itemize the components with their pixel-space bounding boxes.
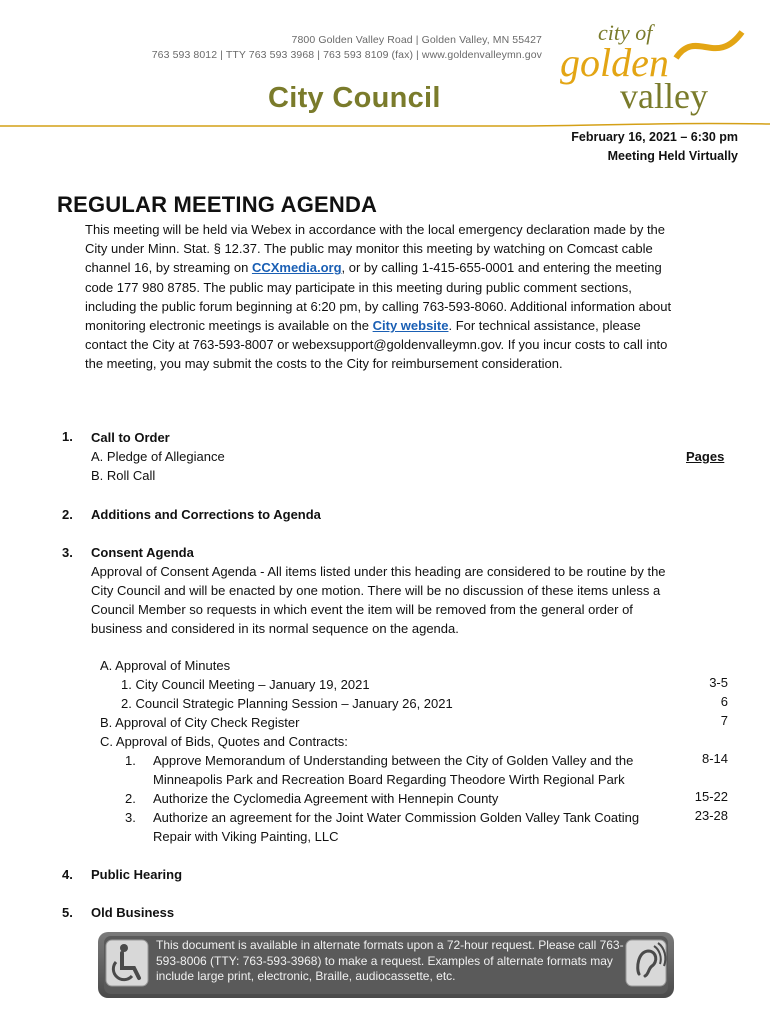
ccxmedia-link[interactable]: CCXmedia.org — [251, 260, 342, 276]
item-3a2: 2. Council Strategic Planning Session – January 26, 2021 — [121, 696, 453, 711]
item-3c1-pages: 8-14 — [701, 751, 728, 766]
meeting-location: Meeting Held Virtually — [607, 149, 738, 163]
pages-column-header: Pages — [686, 449, 725, 464]
logo-swoosh — [676, 32, 742, 58]
accessibility-notice-text: This document is available in alternate formats upon a 72-hour request. Please call 763-593-8006 (TTY: 763-593-3968) to make a request. Examples of alternate formats may include large print, electronic, Braille, audiocassette, etc. — [156, 938, 624, 983]
item-3c1-number: 1. — [125, 753, 136, 768]
city-website-link[interactable]: City website — [372, 318, 449, 334]
meeting-date: February 16, 2021 – 6:30 pm — [571, 130, 738, 144]
intro-text-3: . For technical assistance, please contact the City at 763-593-8007 or webexsupport@goldenvalleymn.gov. If you incur costs to call into the meeting, you may submit the costs to the City for reimbursement consideration. — [85, 318, 668, 372]
item-5-number: 5. — [62, 905, 73, 920]
item-1a: A. Pledge of Allegiance — [91, 449, 225, 464]
item-3c3-line2: Repair with Viking Painting, LLC — [153, 829, 339, 844]
page-title: City Council — [268, 82, 441, 114]
item-3a1-pages: 3-5 — [709, 675, 728, 690]
logo-valley: valley — [620, 76, 708, 116]
item-2-title: Additions and Corrections to Agenda — [91, 507, 321, 522]
intro-text-1: This meeting will be held via Webex in accordance with the local emergency declaration made by the City under Minn. Stat. § 12.37. The public may monitor this meeting by watching on Comcast cable channel 16, by streaming on — [85, 222, 666, 276]
item-2-number: 2. — [62, 507, 73, 522]
item-3a1: 1. City Council Meeting – January 19, 2021 — [121, 677, 370, 692]
item-3b: B. Approval of City Check Register — [100, 715, 300, 730]
item-3-title: Consent Agenda — [91, 545, 194, 560]
item-4-number: 4. — [62, 867, 73, 882]
item-1-number: 1. — [62, 429, 73, 444]
item-3c2-pages: 15-22 — [694, 789, 728, 804]
wheelchair-icon — [104, 938, 150, 988]
hearing-assist-icon — [624, 938, 668, 988]
header-address — [152, 33, 542, 63]
item-3c2: Authorize the Cyclomedia Agreement with Hennepin County — [153, 791, 499, 806]
intro-paragraph — [85, 220, 685, 374]
logo-golden: golden — [560, 40, 669, 85]
address-line-2: 763 593 8012 | TTY 763 593 3968 | 763 593 8109 (fax) | www.goldenvalleymn.gov — [151, 49, 542, 61]
item-3c1-line1: Approve Memorandum of Understanding between the City of Golden Valley and the — [153, 753, 634, 768]
item-3c3-line1: Authorize an agreement for the Joint Water Commission Golden Valley Tank Coating — [153, 810, 640, 825]
item-3b-pages: 7 — [720, 713, 728, 728]
item-3-description: Approval of Consent Agenda - All items listed under this heading are considered to be routine by the City Council and will be enacted by one motion. There will be no discussion of these items unless a Council Member so requests in which event the item will be removed from the general order of business and considered in its normal sequence on the agenda. — [91, 564, 666, 636]
item-3c: C. Approval of Bids, Quotes and Contracts: — [100, 734, 348, 749]
item-1b: B. Roll Call — [91, 468, 156, 483]
agenda-heading: REGULAR MEETING AGENDA — [57, 192, 378, 217]
item-3c3-pages: 23-28 — [694, 808, 728, 823]
item-3c3-number: 3. — [125, 810, 136, 825]
item-3a: A. Approval of Minutes — [100, 658, 231, 673]
item-3-number: 3. — [62, 545, 73, 560]
city-of-golden-valley-logo — [556, 18, 746, 118]
item-4-title: Public Hearing — [91, 867, 183, 882]
item-5-title: Old Business — [91, 905, 175, 920]
logo-city-of: city of — [598, 20, 653, 45]
address-line-1: 7800 Golden Valley Road | Golden Valley, MN 55427 — [291, 34, 542, 46]
item-3c2-number: 2. — [125, 791, 136, 806]
intro-text-2: , or by calling 1-415-655-0001 and entering the meeting code 177 980 8785. The public may participate in this meeting during public comment sections, including the public forum beginning at 6:20 pm, by calling 763-593-8060. Additional information about monitoring electronic meetings is available on the — [85, 260, 672, 334]
item-3c1-line2: Minneapolis Park and Recreation Board Regarding Theodore Wirth Regional Park — [153, 772, 625, 787]
item-1-title: Call to Order — [91, 430, 170, 445]
meeting-info — [571, 128, 738, 166]
item-3a2-pages: 6 — [720, 694, 728, 709]
